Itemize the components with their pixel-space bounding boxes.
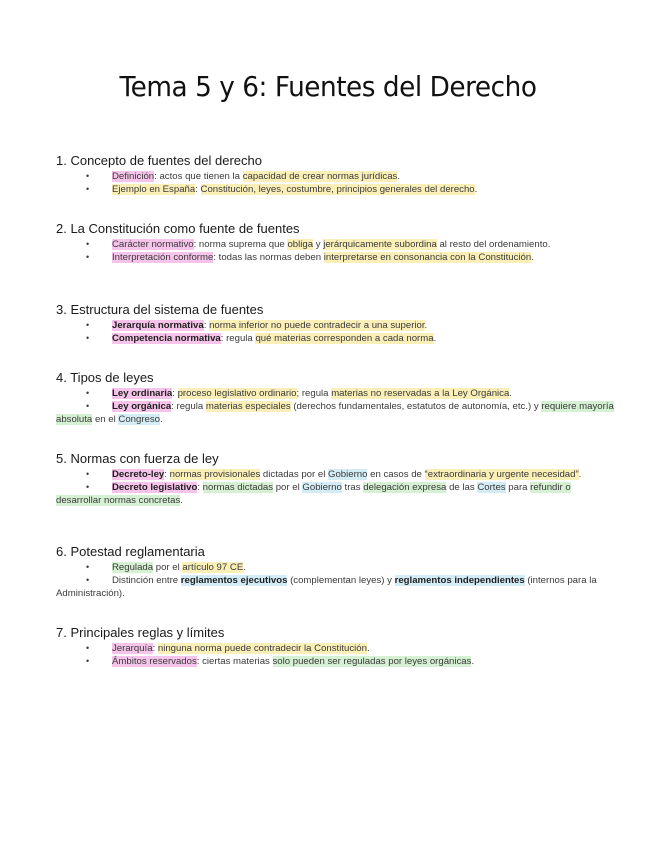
text-highlight: artículo 97 CE [182,562,244,573]
item-text: (complementan leyes) y [287,575,395,587]
section-heading: 7. Principales reglas y límites [56,625,225,640]
term-highlight: Ley ordinaria [112,388,173,399]
term-highlight: Carácter normativo [112,239,194,250]
list-item [56,481,616,507]
item-text: (internos para la Administración). [56,575,597,600]
item-text: . [243,562,246,573]
item-text: . [433,333,437,345]
list-item [56,387,616,400]
text-highlight: capacidad de crear normas jurídicas [242,171,398,182]
section-7 [56,625,616,668]
item-text: para [505,482,531,494]
text-highlight: solo pueden ser reguladas por leyes orgánicas [272,656,472,668]
item-text: tras [341,482,364,494]
item-text: . [509,388,512,399]
term-highlight: Ámbitos reservados [112,656,197,668]
item-text: . [397,171,401,182]
item-text: . [180,495,183,507]
item-text: Distinción entre [112,575,181,587]
section-heading: 3. Estructura del sistema de fuentes [56,302,264,317]
term-highlight: reglamentos independientes [394,575,525,587]
item-text: en casos de [367,469,425,480]
list-item [56,400,616,426]
list-item [56,655,616,668]
item-text: ; regula [296,388,332,399]
section-3 [56,302,616,345]
list-item [56,238,616,251]
item-text: : regula [171,401,206,413]
item-text: : todas las normas deben [213,252,324,264]
item-text: por el [273,482,303,494]
item-text: . [531,252,534,264]
item-text: : [172,388,178,399]
item-text: . [160,414,163,426]
item-text: y [313,239,324,250]
text-highlight: materias no reservadas a la Ley Orgánica [331,388,510,399]
text-highlight: requiere mayoría absoluta [56,401,614,426]
item-text: al resto del ordenamiento. [436,239,551,250]
term-highlight: Decreto-ley [112,469,165,480]
section-heading: 1. Concepto de fuentes del derecho [56,153,262,168]
item-text: por el [153,562,183,573]
item-text: . [424,320,428,331]
section-heading: 6. Potestad reglamentaria [56,544,205,559]
term-highlight: Ley orgánica [112,401,172,413]
text-highlight: Regulada [112,562,154,573]
text-highlight: ninguna norma puede contradecir la Constitución [157,643,367,654]
text-highlight: qué materias corresponden a cada norma [255,333,434,345]
list-item [56,574,616,600]
term-highlight: Jerarquía normativa [112,320,204,331]
item-text: (derechos fundamentales, estatutos de autonomía, etc.) y [290,401,542,413]
section-1 [56,153,616,196]
list-item [56,468,616,481]
item-text: : norma suprema que [193,239,288,250]
section-heading: 5. Normas con fuerza de ley [56,451,219,466]
text-highlight: normas dictadas [202,482,274,494]
section-6 [56,544,616,601]
term-highlight: Ejemplo en España [112,184,196,196]
list-item [56,642,616,655]
text-highlight: interpretarse en consonancia con la Constitución [323,252,532,264]
item-text: : ciertas materias [196,656,273,668]
term-highlight: Decreto legislativo [112,482,198,494]
item-text: en el [92,414,119,426]
text-highlight: jerárquicamente subordina [323,239,437,250]
text-highlight: Cortes [477,482,506,494]
item-text: . [471,656,475,668]
item-text: de las [446,482,478,494]
text-highlight: refundir o desarrollar normas concretas [56,482,571,507]
text-highlight: proceso legislativo ordinario [177,388,297,399]
section-heading: 4. Tipos de leyes [56,370,154,385]
list-item [56,332,616,345]
term-highlight: Definición [112,171,155,182]
item-text: : [197,482,203,494]
text-highlight: Constitución, leyes, costumbre, principios generales del derecho [200,184,475,196]
text-highlight: Gobierno [302,482,342,494]
text-highlight: normas provisionales [169,469,261,480]
text-highlight: “extraordinaria y urgente necesidad” [424,469,579,480]
item-text: dictadas por el [260,469,328,480]
item-text: . [366,643,370,654]
list-item [56,561,616,574]
section-2 [56,221,616,264]
item-text: : actos que tienen la [154,171,243,182]
list-item [56,251,616,264]
text-highlight: obliga [287,239,314,250]
list-item [56,319,616,332]
document-title: Tema 5 y 6: Fuentes del Derecho [119,70,537,103]
text-highlight: delegación expresa [363,482,447,494]
text-highlight: Congreso [118,414,161,426]
term-highlight: Jerarquía [112,643,153,654]
item-text: : regula [220,333,256,345]
section-heading: 2. La Constitución como fuente de fuentes [56,221,300,236]
text-highlight: materias especiales [205,401,291,413]
item-text: : [164,469,170,480]
text-highlight: Gobierno [328,469,368,480]
item-text: : [195,184,201,196]
section-5 [56,451,616,508]
item-text: : [203,320,210,331]
term-highlight: reglamentos ejecutivos [180,575,288,587]
list-item [56,170,616,183]
item-text: . [474,184,478,196]
section-4 [56,370,616,427]
item-text: : [152,643,158,654]
item-text: . [578,469,582,480]
term-highlight: Interpretación conforme [112,252,214,264]
term-highlight: Competencia normativa [112,333,221,345]
list-item [56,183,616,196]
text-highlight: norma inferior no puede contradecir a una superior [209,320,425,331]
